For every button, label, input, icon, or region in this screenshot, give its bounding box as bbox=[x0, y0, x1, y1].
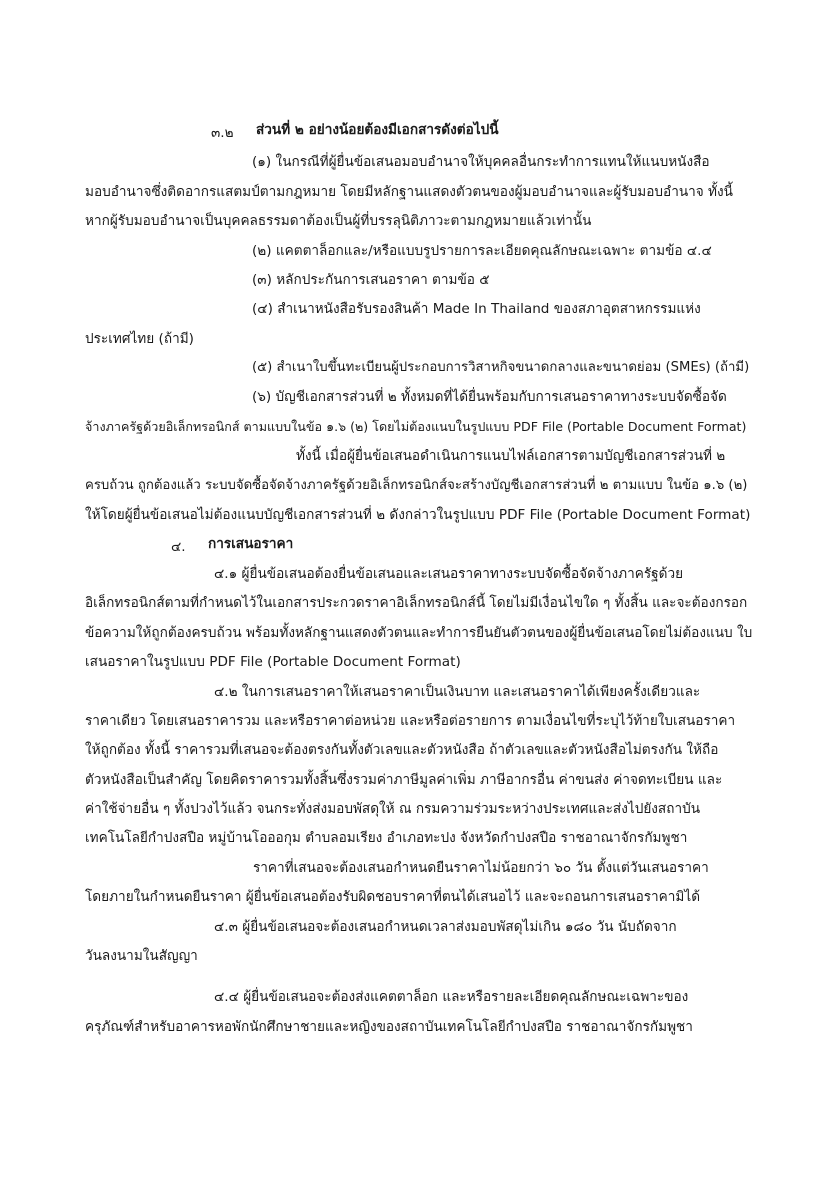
section-3-2-heading: ส่วนที่ ๒ อย่างน้อยต้องมีเอกสารดังต่อไปนี้ bbox=[256, 122, 499, 138]
para-4-1-line-2: อิเล็กทรอนิกส์ตามที่กำหนดไว้ในเอกสารประกวดราคาอิเล็กทรอนิกส์นี้ โดยไม่มีเงื่อนไขใด ๆ ทั้งสิ้น และจะต้องกรอก bbox=[85, 595, 748, 611]
item-6-line-3: ทั้งนี้ เมื่อผู้ยื่นข้อเสนอดำเนินการแนบไฟล์เอกสารตามบัญชีเอกสารส่วนที่ ๒ bbox=[296, 448, 726, 464]
para-4-2-line-7: ราคาที่เสนอจะต้องเสนอกำหนดยืนราคาไม่น้อยกว่า ๖๐ วัน ตั้งแต่วันเสนอราคา bbox=[253, 860, 709, 876]
item-6-line-1: (๖) บัญชีเอกสารส่วนที่ ๒ ทั้งหมดที่ได้ยื่นพร้อมกับการเสนอราคาทางระบบจัดซื้อจัด bbox=[252, 389, 727, 405]
item-1-line-1: (๑) ในกรณีที่ผู้ยื่นข้อเสนอมอบอำนาจให้บุคคลอื่นกระทำการแทนให้แนบหนังสือ bbox=[252, 154, 710, 170]
item-3: (๓) หลักประกันการเสนอราคา ตามข้อ ๕ bbox=[252, 272, 490, 288]
item-1-line-2: มอบอำนาจซึ่งติดอากรแสตมป์ตามกฎหมาย โดยมีหลักฐานแสดงตัวตนของผู้มอบอำนาจและผู้รับมอบอำนาจ ทั้งนี้ bbox=[85, 184, 733, 200]
item-6-line-4: ครบถ้วน ถูกต้องแล้ว ระบบจัดซื้อจัดจ้างภาครัฐด้วยอิเล็กทรอนิกส์จะสร้างบัญชีเอกสารส่วนที่ ๒ ตามแบบ ในข้อ ๑.๖ (๒) bbox=[85, 478, 748, 493]
section-3-2-number: ๓.๒ bbox=[211, 125, 234, 141]
section-4-number: ๔. bbox=[171, 539, 186, 555]
item-1-line-3: หากผู้รับมอบอำนาจเป็นบุคคลธรรมดาต้องเป็นผู้ที่บรรลุนิติภาวะตามกฎหมายแล้วเท่านั้น bbox=[85, 213, 592, 229]
para-4-2-line-3: ให้ถูกต้อง ทั้งนี้ ราคารวมที่เสนอจะต้องตรงกันทั้งตัวเลขและตัวหนังสือ ถ้าตัวเลขและตัวหนังสือไม่ตรงกัน ให้ถือ bbox=[85, 742, 719, 758]
para-4-2-line-8: โดยภายในกำหนดยืนราคา ผู้ยื่นข้อเสนอต้องรับผิดชอบราคาที่ตนได้เสนอไว้ และจะถอนการเสนอราคามิได้ bbox=[85, 889, 701, 905]
para-4-1-line-3: ข้อความให้ถูกต้องครบถ้วน พร้อมทั้งหลักฐานแสดงตัวตนและทำการยืนยันตัวตนของผู้ยื่นข้อเสนอโดยไม่ต้องแนบ ใบ bbox=[85, 625, 753, 641]
para-4-2-line-4: ตัวหนังสือเป็นสำคัญ โดยคิดราคารวมทั้งสิ้นซึ่งรวมค่าภาษีมูลค่าเพิ่ม ภาษีอากรอื่น ค่าขนส่ง ค่าจดทะเบียน และ bbox=[85, 772, 723, 788]
item-5: (๕) สำเนาใบขึ้นทะเบียนผู้ประกอบการวิสาหกิจขนาดกลางและขนาดย่อม (SMEs) (ถ้ามี) bbox=[252, 360, 750, 375]
item-2: (๒) แคตตาล็อกและ/หรือแบบรูปรายการละเอียดคุณลักษณะเฉพาะ ตามข้อ ๔.๔ bbox=[252, 243, 712, 259]
item-6-line-2: จ้างภาครัฐด้วยอิเล็กทรอนิกส์ ตามแบบในข้อ ๑.๖ (๒) โดยไม่ต้องแนบในรูปแบบ PDF File (Portable Document Format) bbox=[85, 419, 747, 434]
para-4-2-line-6: เทคโนโลยีกำปงสปือ หมู่บ้านโอออกุม ตำบลอมเรียง อำเภอทะปง จังหวัดกำปงสปือ ราชอาณาจักรกัมพูชา bbox=[85, 830, 688, 846]
para-4-2-line-5: ค่าใช้จ่ายอื่น ๆ ทั้งปวงไว้แล้ว จนกระทั่งส่งมอบพัสดุให้ ณ กรมความร่วมระหว่างประเทศและส่งไปยังสถาบัน bbox=[85, 801, 701, 817]
para-4-2-line-2: ราคาเดียว โดยเสนอราคารวม และหรือราคาต่อหน่วย และหรือต่อรายการ ตามเงื่อนไขที่ระบุไว้ท้ายใบเสนอราคา bbox=[85, 713, 736, 729]
item-4-line-2: ประเทศไทย (ถ้ามี) bbox=[85, 331, 194, 347]
item-4-line-1: (๔) สำเนาหนังสือรับรองสินค้า Made In Thailand ของสภาอุตสาหกรรมแห่ง bbox=[252, 301, 701, 317]
para-4-2-line-1: ๔.๒ ในการเสนอราคาให้เสนอราคาเป็นเงินบาท และเสนอราคาได้เพียงครั้งเดียวและ bbox=[214, 684, 701, 700]
section-4-heading: การเสนอราคา bbox=[208, 536, 294, 552]
para-4-4-line-2: ครุภัณฑ์สำหรับอาคารหอพักนักศึกษาชายและหญิงของสถาบันเทคโนโลยีกำปงสปือ ราชอาณาจักรกัมพูชา bbox=[85, 1019, 693, 1035]
item-6-line-5: ให้โดยผู้ยื่นข้อเสนอไม่ต้องแนบบัญชีเอกสารส่วนที่ ๒ ดังกล่าวในรูปแบบ PDF File (Portable Document Format) bbox=[85, 507, 751, 523]
para-4-1-line-4: เสนอราคาในรูปแบบ PDF File (Portable Document Format) bbox=[85, 654, 461, 670]
para-4-1-line-1: ๔.๑ ผู้ยื่นข้อเสนอต้องยื่นข้อเสนอและเสนอราคาทางระบบจัดซื้อจัดจ้างภาครัฐด้วย bbox=[214, 566, 684, 582]
para-4-3-line-2: วันลงนามในสัญญา bbox=[85, 948, 198, 964]
para-4-4-line-1: ๔.๔ ผู้ยื่นข้อเสนอจะต้องส่งแคตตาล็อก และหรือรายละเอียดคุณลักษณะเฉพาะของ bbox=[214, 989, 689, 1005]
para-4-3-line-1: ๔.๓ ผู้ยื่นข้อเสนอจะต้องเสนอกำหนดเวลาส่งมอบพัสดุไม่เกิน ๑๘๐ วัน นับถัดจาก bbox=[214, 919, 677, 935]
